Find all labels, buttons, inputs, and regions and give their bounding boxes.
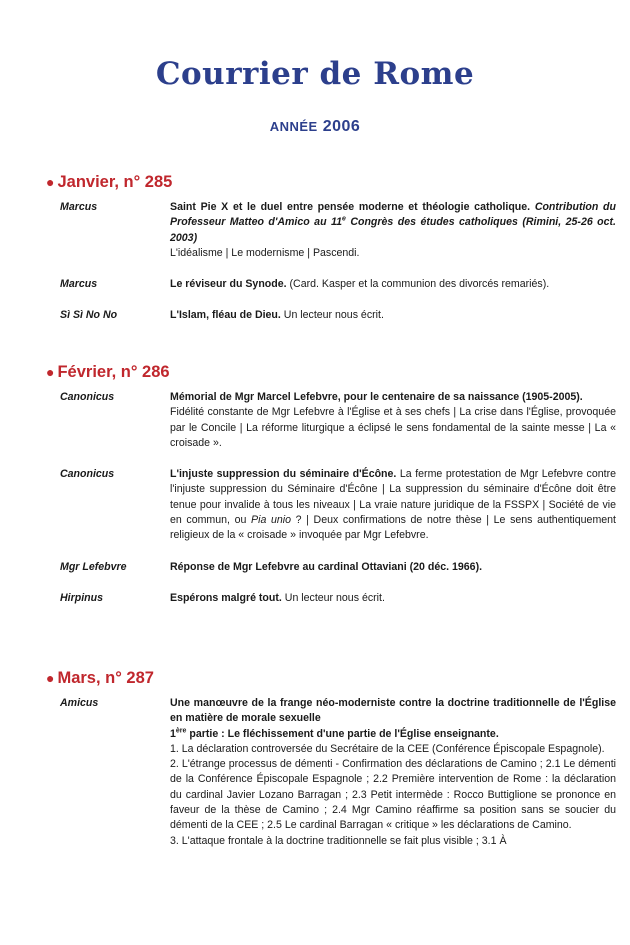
entry xyxy=(46,591,606,606)
entry-title: Une manœuvre de la frange néo-moderniste contre la doctrine traditionnelle de l'Église en matière de morale sexuelle xyxy=(170,697,616,725)
section-heading: ● Février, n° 286 xyxy=(46,363,170,381)
entry-author: Mgr Lefebvre xyxy=(60,560,127,573)
entry-paragraph: 2. L'étrange processus de démenti - Confirmation des déclarations de Camino ; 2.1 Le démenti de la Conférence Épiscopale Espagnole ; 2.2 Première intervention de Rome : la déclaration du cardinal Javier Lozano Barragan ; 2.3 Petit intermède : Rocco Buttiglione se prononce en faveur de la thèse de Camino ; 2.4 Mgr Camino réaffirme sa position sans se soucier du démenti de la CEE ; 2.5 Le cardinal Barragan « critique » les déclarations de Camino. xyxy=(170,758,616,832)
entry-body xyxy=(170,277,616,292)
entry-title: Espérons malgré tout. xyxy=(170,591,282,604)
entry-text: (Card. Kasper et la communion des divorcés remariés). xyxy=(286,278,550,291)
entry-text: Un lecteur nous écrit. xyxy=(280,309,384,322)
entry-title: Réponse de Mgr Lefebvre au cardinal Ottaviani (20 déc. 1966). xyxy=(170,560,483,573)
entry xyxy=(46,390,616,451)
entry-paragraph: 1. La déclaration controversée du Secrétaire de la CEE (Conférence Épiscopale Espagnole). xyxy=(170,742,605,755)
section-fevrier xyxy=(46,362,616,618)
section-heading: ● Mars, n° 287 xyxy=(46,669,154,687)
year-number: 2006 xyxy=(322,118,361,135)
section-mars xyxy=(46,668,616,861)
entry-author: Amicus xyxy=(60,697,99,709)
entry-text: Fidélité constante de Mgr Lefebvre à l'Église et à ses chefs | La crise dans l'Église, provoquée par le Concile | La réforme liturgique a éclipsé le sens fondamental de la sainte messe | La « croisade ». xyxy=(170,406,616,449)
entry-body xyxy=(170,591,616,606)
entry-author: Sì Sì No No xyxy=(60,309,118,322)
entry-body xyxy=(170,696,616,849)
year-word: ANNÉE xyxy=(269,119,318,134)
entry-text: La ferme protestation de Mgr Lefebvre contre l'injuste suppression du Séminaire d'Écône | La suppression du séminaire d'Écône doit être tenue pour invalide à tous les niveaux | La vraie nature juridique de la FSSPX | Société de vie en commun, ou Pia unio ? | Deux confirmations de notre thèse | Le sens authentiquement religieux de la « croisade » invoquée par Mgr Lefebvre. xyxy=(170,468,616,542)
entry-paragraph: 3. L'attaque frontale à la doctrine traditionnelle se fait plus visible ; 3.1 À xyxy=(170,834,507,847)
entry xyxy=(46,277,606,292)
entry xyxy=(46,696,616,849)
section-janvier xyxy=(46,172,616,336)
entry-subtitle: Contribution du Professeur Matteo d'Amico au 11e Congrès des études catholiques (Rimini, 25-26 oct. 2003) xyxy=(170,201,616,244)
entry-author: Marcus xyxy=(60,278,98,291)
entry-author: Canonicus xyxy=(60,468,115,481)
entry-body xyxy=(170,390,616,451)
year-heading xyxy=(0,118,630,136)
section-heading: ● Janvier, n° 285 xyxy=(46,173,173,191)
bullet-icon: ● xyxy=(46,364,55,380)
bullet-icon: ● xyxy=(46,670,55,686)
entry-author: Marcus xyxy=(60,201,98,213)
entry-part: 1ère partie : Le fléchissement d'une partie de l'Église enseignante. xyxy=(170,727,499,740)
entry-text: Un lecteur nous écrit. xyxy=(281,591,385,604)
entry-title: Mémorial de Mgr Marcel Lefebvre, pour le centenaire de sa naissance (1905-2005). xyxy=(170,391,583,403)
entry xyxy=(46,560,606,575)
entry-title: L'injuste suppression du séminaire d'Écône. xyxy=(170,468,397,481)
entry-body xyxy=(170,560,616,575)
entry xyxy=(46,308,606,323)
entry-title: Le réviseur du Synode. xyxy=(170,278,287,291)
entry-title: L'Islam, fléau de Dieu. xyxy=(170,309,281,322)
entry-text: L'idéalisme | Le modernisme | Pascendi. xyxy=(170,246,360,259)
bullet-icon: ● xyxy=(46,174,55,190)
masthead-title: Courrier de Rome xyxy=(155,56,475,92)
entry-title: Saint Pie X et le duel entre pensée moderne et théologie catholique. xyxy=(170,201,531,213)
entry-author: Canonicus xyxy=(60,391,115,403)
entry xyxy=(46,200,616,261)
entry-body xyxy=(170,308,616,323)
entry xyxy=(46,467,616,543)
entry-author: Hirpinus xyxy=(60,591,103,604)
entry-body xyxy=(170,467,616,543)
entry-body xyxy=(170,200,616,261)
